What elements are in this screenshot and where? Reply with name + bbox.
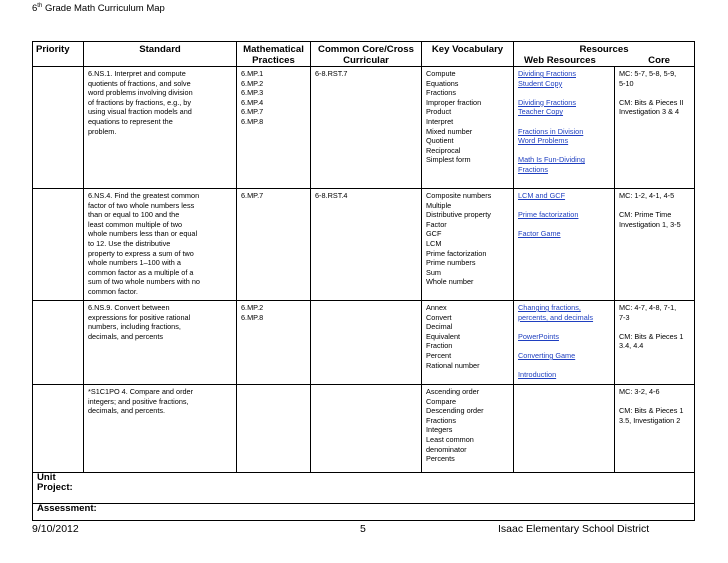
vocabulary-cell [422,67,514,189]
cell-text: Improper fraction [426,97,482,107]
cell-text: 6.NS.9. Convert between [88,303,170,312]
cell-text: Quotient [426,136,454,146]
cell-text: Annex [426,303,447,312]
priority-cell [33,301,84,385]
core-cell [615,301,695,385]
math-practices-header: Mathematical Practices [237,42,311,67]
core-header: Core [648,55,671,66]
cell-text: Rational number [426,360,480,370]
cell-text: Equivalent [426,331,461,341]
web-resource-link[interactable]: Word Problems [518,136,569,146]
spacer [518,88,610,98]
cell-text: GCF [426,229,442,239]
vocabulary-cell [422,189,514,301]
cell-text: Investigation 1, 3-5 [619,219,681,229]
web-resources-header: Web Resources [524,55,596,66]
cell-text: than or equal to 100 and the [88,210,180,220]
cell-text: decimals, and percents. [88,406,166,416]
cell-text: MC: 5-7, 5-8, 5-9, [619,69,677,78]
cell-text: factor of two whole numbers less [88,200,195,210]
core-cell [615,385,695,473]
priority-cell [33,67,84,189]
cell-text: Whole number [426,277,474,287]
web-resources-cell [514,67,615,189]
cell-text: 7-3 [619,312,630,322]
header-row [33,42,695,67]
cell-text: Percents [426,454,455,464]
cell-text: Mixed number [426,126,473,136]
standard-cell [84,385,237,473]
standard-cell [84,67,237,189]
spacer [518,341,610,351]
web-resource-link[interactable]: Converting Game [518,350,576,360]
cell-text: 5-10 [619,78,634,88]
cell-text: CM: Bits & Pieces II [619,97,684,107]
cell-text: Composite numbers [426,191,492,200]
web-resources-cell [514,301,615,385]
priority-cell [33,385,84,473]
spacer [518,117,610,127]
cell-text: *S1C1PO 4. Compare and order [88,387,194,396]
cell-text: of fractions by fractions, e.g., by [88,97,192,107]
common-core-cell [311,301,422,385]
cell-text: Distributive property [426,210,491,220]
practices-cell [237,67,311,189]
spacer [619,397,690,407]
key-vocabulary-header: Key Vocabulary [422,42,514,67]
cell-text: MC: 1-2, 4-1, 4-5 [619,191,675,200]
standard-cell [84,301,237,385]
spacer [619,88,690,98]
cell-text: to 12. Use the distributive [88,238,171,248]
cell-text: least common multiple of two [88,219,183,229]
web-resource-link[interactable]: Factor Game [518,229,561,239]
core-cell [615,189,695,301]
cell-text: Percent [426,350,452,360]
vocabulary-cell [422,301,514,385]
cell-text: Prime factorization [426,248,487,258]
cell-text: Convert [426,312,452,322]
cell-text: Simplest form [426,155,471,165]
cell-text: Compute [426,69,456,78]
cell-text: common factor. [88,286,138,296]
common-core-header: Common Core/Cross Curricular [311,42,422,67]
web-resource-link[interactable]: Dividing Fractions [518,97,576,107]
cell-text: 6.MP.8 [241,116,264,126]
cell-text: 6-8.RST.7 [315,69,348,78]
cell-text: CM: Bits & Pieces 1 [619,406,684,416]
grade-suffix: th [37,3,43,9]
cell-text: CM: Prime Time [619,210,672,220]
practices-cell [237,301,311,385]
spacer [619,201,690,211]
cell-text: whole numbers 1–100 with a [88,258,181,268]
cell-text: Fractions [426,415,457,425]
cell-text: CM: Bits & Pieces 1 [619,331,684,341]
spacer [518,201,610,211]
cell-text: Interpret [426,116,454,126]
cell-text: using visual fraction models and [88,107,192,117]
practices-cell [237,189,311,301]
cell-text: Multiple [426,200,452,210]
cell-text: whole numbers less than or equal [88,229,198,239]
cell-text: expressions for positive rational [88,312,191,322]
cell-text: 6.MP.7 [241,107,264,117]
standard-cell [84,189,237,301]
web-resources-cell [514,385,615,473]
cell-text: Integers [426,425,453,435]
cell-text: Fractions [426,88,457,98]
cell-text: Descending order [426,406,484,416]
cell-text: 6.MP.8 [241,312,264,322]
vocabulary-cell [422,385,514,473]
cell-text: 6.NS.1. Interpret and compute [88,69,186,78]
resources-header: Resources Web Resources Core [514,42,695,67]
cell-text: 6.MP.7 [241,191,264,200]
cell-text: 6.NS.4. Find the greatest common [88,191,200,200]
assessment-label: Assessment: [33,504,695,521]
cell-text: equations to represent the [88,116,173,126]
web-resource-link[interactable]: percents, and decimals [518,312,594,322]
cell-text: property to express a sum of two [88,248,194,258]
cell-text: Investigation 3 & 4 [619,107,680,117]
cell-text: sum of two whole numbers with no [88,277,200,287]
cell-text: Equations [426,78,459,88]
cell-text: Fraction [426,341,453,351]
web-resource-link[interactable]: LCM and GCF [518,191,566,200]
web-resource-link[interactable]: Dividing Fractions [518,69,576,78]
priority-cell [33,189,84,301]
cell-text: Factor [426,219,447,229]
cell-text: 6.MP.3 [241,88,264,98]
cell-text: problem. [88,126,117,136]
cell-text: numbers, including fractions, [88,322,181,332]
document-title [32,3,165,14]
web-resource-link[interactable]: Changing fractions, [518,303,581,312]
spacer [518,322,610,332]
cell-text: LCM [426,238,442,248]
cell-text: Ascending order [426,387,480,396]
web-resource-link[interactable]: Introduction [518,370,557,380]
title-text: Grade Math Curriculum Map [42,3,165,15]
cell-text: Reciprocal [426,145,461,155]
cell-text: Decimal [426,322,453,332]
core-cell [615,67,695,189]
cell-text: decimals, and percents [88,331,164,341]
web-resources-cell [514,189,615,301]
cell-text: 6.MP.2 [241,303,264,312]
spacer [518,146,610,156]
cell-text: Compare [426,396,457,406]
cell-text: Product [426,107,452,117]
cell-text: integers; and positive fractions, [88,396,189,406]
cell-text: Prime numbers [426,258,476,268]
common-core-cell [311,189,422,301]
cell-text: common factor as a multiple of a [88,267,194,277]
priority-header: Priority [33,42,84,67]
web-resource-link[interactable]: Fractions [518,164,549,174]
cell-text: quotients of fractions, and solve [88,78,191,88]
web-resource-link[interactable]: Prime factorization [518,210,579,220]
web-resource-link[interactable]: Math Is Fun-Dividing [518,155,585,165]
practices-cell [237,385,311,473]
curriculum-row [33,385,695,473]
curriculum-row [33,189,695,301]
spacer [619,322,690,332]
cell-text: 3.5, Investigation 2 [619,415,681,425]
cell-text: 6.MP.1 [241,69,264,78]
common-core-cell [311,67,422,189]
cell-text: denominator [426,444,467,454]
web-resource-link[interactable]: Student Copy [518,78,563,88]
unit-project-label: Unit Project: [33,473,695,504]
cell-text: word problems involving division [88,88,193,98]
web-resource-link[interactable]: Fractions in Division [518,126,584,136]
web-resource-link[interactable]: PowerPoints [518,331,559,341]
cell-text: 6-8.RST.4 [315,191,348,200]
unit-project-row [33,473,695,504]
cell-text: 6.MP.2 [241,78,264,88]
cell-text: MC: 4-7, 4-8, 7-1, [619,303,677,312]
cell-text: Least common [426,434,474,444]
spacer [518,361,610,371]
cell-text: MC: 3-2, 4-6 [619,387,660,396]
assessment-row [33,504,695,521]
cell-text: 6.MP.4 [241,97,264,107]
footer-district: Isaac Elementary School District [498,523,650,535]
spacer [518,220,610,230]
footer-page-number: 5 [360,523,366,535]
footer-date: 9/10/2012 [32,523,79,535]
cell-text: 3.4, 4.4 [619,341,644,351]
curriculum-row [33,301,695,385]
cell-text: Sum [426,267,442,277]
common-core-cell [311,385,422,473]
curriculum-row [33,67,695,189]
web-resource-link[interactable]: Teacher Copy [518,107,564,117]
standard-header: Standard [84,42,237,67]
grade-number: 6 [32,3,38,15]
curriculum-map-table [32,41,695,521]
